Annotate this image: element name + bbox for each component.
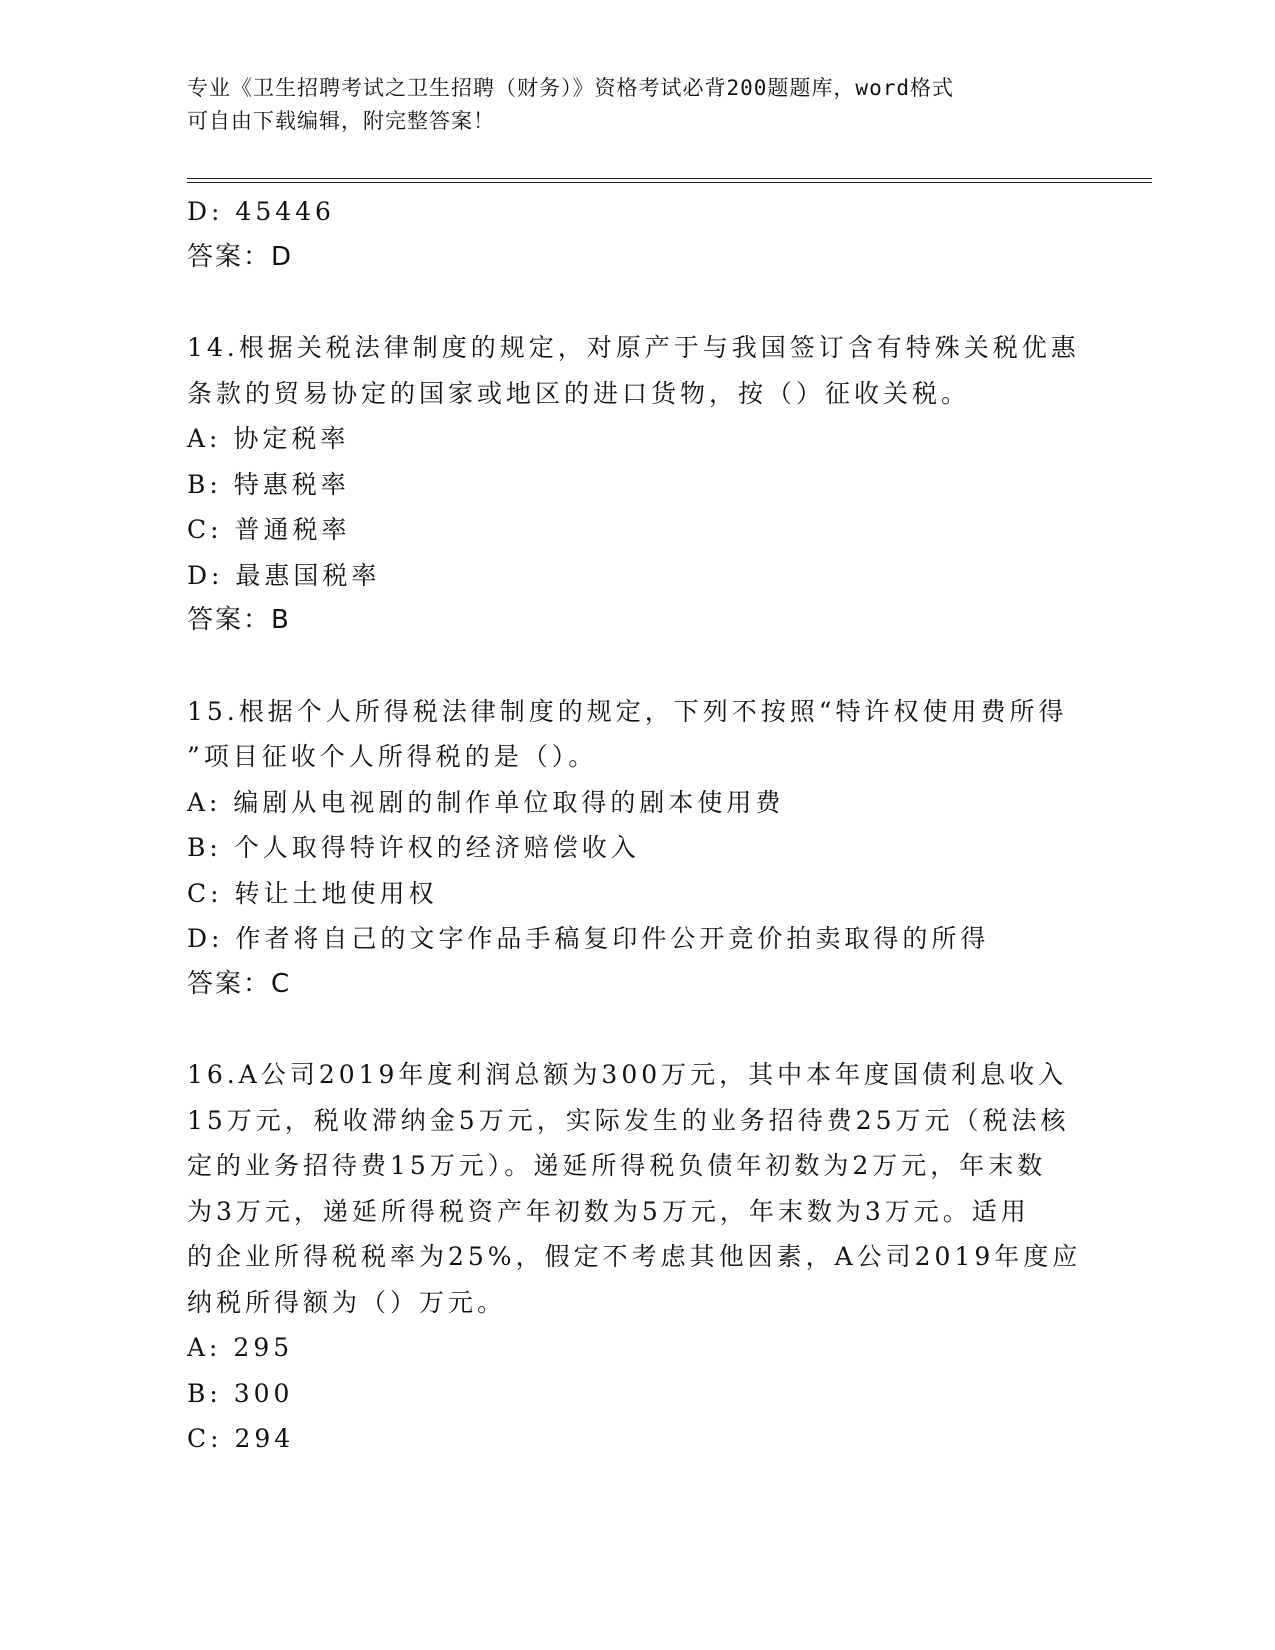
document-body <box>187 189 1087 1462</box>
answer-line: 答案：D <box>187 241 294 272</box>
header-line-2: 可自由下载编辑，附完整答案！ <box>187 109 495 133</box>
option-c: C: 294 <box>187 1424 295 1453</box>
option-a: A: 编剧从电视剧的制作单位取得的剧本使用费 <box>187 787 785 817</box>
question-16 <box>187 1052 1087 1462</box>
stem-line: 为3万元，递延所得税资产年初数为5万元，年末数为3万元。适用 <box>187 1196 1030 1226</box>
question-15 <box>187 689 1087 1008</box>
option-b: B: 特惠税率 <box>187 469 350 499</box>
stem-line: 15.根据个人所得税法律制度的规定，下列不按照“特许权使用费所得 <box>187 696 1068 726</box>
option-b: B: 300 <box>187 1378 294 1408</box>
question-stem <box>187 325 1087 416</box>
previous-question-tail <box>187 189 1087 280</box>
stem-line: ”项目征收个人所得税的是（）。 <box>187 742 598 771</box>
stem-line: 15万元，税收滞纳金5万元，实际发生的业务招待费25万元（税法核 <box>187 1105 1070 1135</box>
answer-line: 答案：C <box>187 968 292 999</box>
question-14 <box>187 325 1087 644</box>
question-stem <box>187 689 1087 780</box>
stem-line: 纳税所得额为（）万元。 <box>187 1287 507 1317</box>
option-a: A: 295 <box>187 1333 294 1362</box>
header-line-1: 专业《卫生招聘考试之卫生招聘（财务）》资格考试必背200题题库，word格式 <box>187 76 954 100</box>
option-d: D: 45446 <box>187 197 335 226</box>
stem-line: 条款的贸易协定的国家或地区的进口货物，按（）征收关税。 <box>187 378 971 408</box>
option-a: A: 协定税率 <box>187 424 350 453</box>
option-d: D: 最惠国税率 <box>187 560 381 590</box>
stem-line: 14.根据关税法律制度的规定，对原产于与我国签订含有特殊关税优惠 <box>187 333 1080 362</box>
option-d: D: 作者将自己的文字作品手稿复印件公开竞价拍卖取得的所得 <box>187 924 990 953</box>
option-c: C: 普通税率 <box>187 515 351 544</box>
header-divider <box>187 178 1152 183</box>
option-b: B: 个人取得特许权的经济赔偿收入 <box>187 833 640 862</box>
stem-line: 16.A公司2019年度利润总额为300万元，其中本年度国债利息收入 <box>187 1060 1068 1089</box>
stem-line: 的企业所得税税率为25%，假定不考虑其他因素，A公司2019年度应 <box>187 1242 1082 1271</box>
option-c: C: 转让土地使用权 <box>187 878 438 908</box>
question-stem <box>187 1052 1087 1325</box>
answer-line: 答案：B <box>187 605 291 635</box>
page-header <box>187 72 1067 138</box>
stem-line: 定的业务招待费15万元）。递延所得税负债年初数为2万元，年末数 <box>187 1151 1047 1180</box>
